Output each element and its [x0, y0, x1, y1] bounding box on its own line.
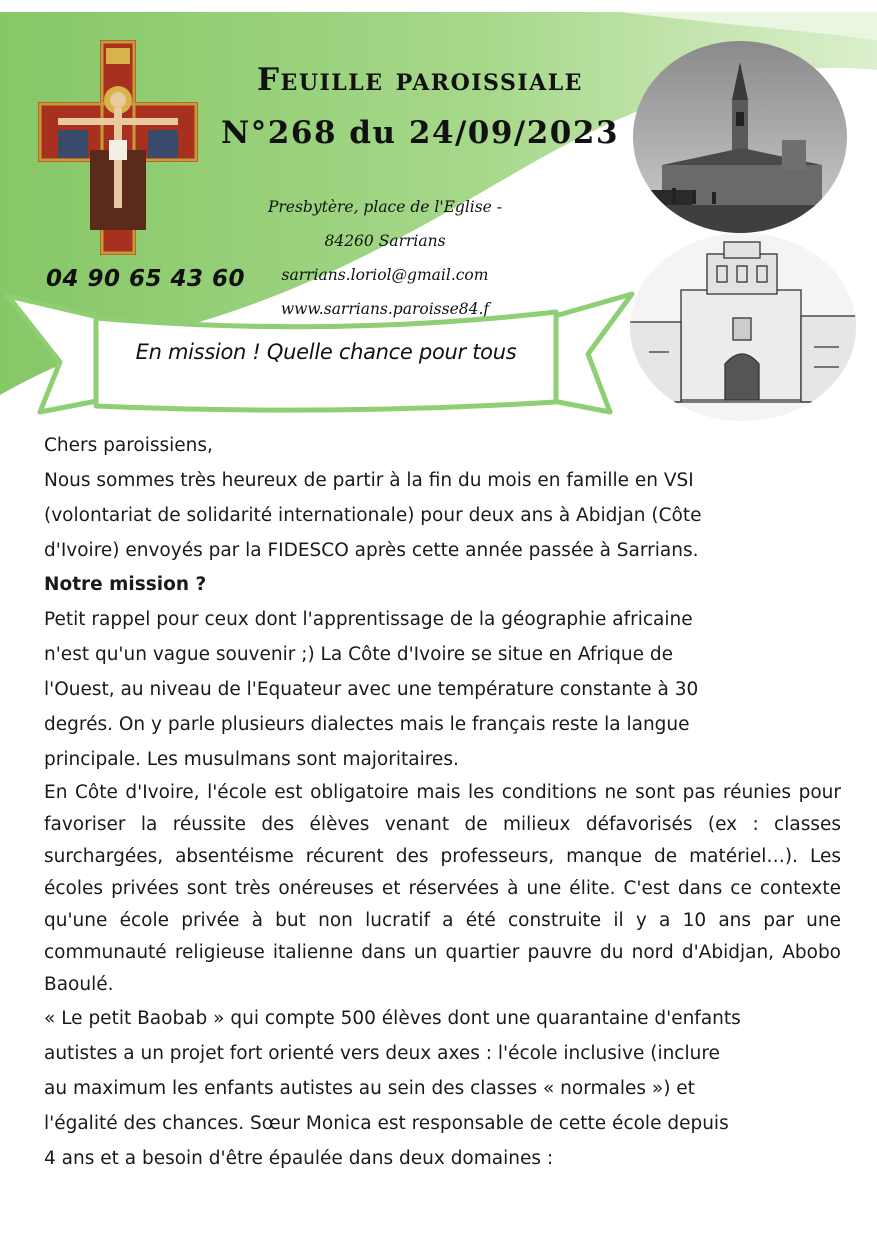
para2-school-context: En Côte d'Ivoire, l'école est obligatoire mais les conditions ne sont pas réunies pour favoriser la réussite des élèves venant de milieux défavorisés (ex : classes surchargées, absentéisme récurent des professeurs, manque de matériel…). Les écoles privées sont très onéreuses et réservées à une élite. C'est dans ce contexte qu'une école privée à but non lucratif a été construite il y a 10 ans par une communauté religieuse italienne dans un quartier pauvre du nord d'Abidjan, Abobo Baoulé. [44, 782, 841, 995]
address-line-street: Presbytère, place de l'Eglise - [267, 198, 503, 216]
para3-line-4: l'égalité des chances. Sœur Monica est responsable de cette école depuis [44, 1113, 729, 1134]
para1-line-4: degrés. On y parle plusieurs dialectes mais le français reste la langue [44, 714, 690, 735]
para3-line-3: au maximum les enfants autistes au sein des classes « normales ») et [44, 1078, 695, 1099]
banner-headline: En mission ! Quelle chance pour tous [135, 340, 517, 364]
intro-line-2: (volontariat de solidarité internationale) pour deux ans à Abidjan (Côte [44, 505, 702, 526]
para1-line-5: principale. Les musulmans sont majoritaires. [44, 749, 459, 770]
greeting: Chers paroissiens, [44, 435, 213, 456]
para1-line-2: n'est qu'un vague souvenir ;) La Côte d'Ivoire se situe en Afrique de [44, 644, 674, 665]
church-photo [632, 40, 848, 234]
section-heading-mission: Notre mission ? [44, 574, 207, 595]
para3-line-1: « Le petit Baobab » qui compte 500 élèves dont une quarantaine d'enfants [44, 1008, 741, 1029]
newsletter-title: Feuille paroissiale [257, 62, 583, 98]
issue-number-date: N°268 du 24/09/2023 [220, 115, 620, 151]
phone-number: 04 90 65 43 60 [46, 266, 246, 292]
para3-line-5: 4 ans et a besoin d'être épaulée dans deux domaines : [44, 1148, 554, 1169]
church-drawing [629, 232, 857, 422]
para1-line-1: Petit rappel pour ceux dont l'apprentissage de la géographie africaine [44, 609, 693, 630]
para1-line-3: l'Ouest, au niveau de l'Equateur avec une température constante à 30 [44, 679, 699, 700]
intro-line-3: d'Ivoire) envoyés par la FIDESCO après cette année passée à Sarrians. [44, 540, 699, 561]
article-body [44, 428, 841, 1176]
website-url: www.sarrians.paroisse84.f [280, 300, 490, 318]
para3-line-2: autistes a un projet fort orienté vers deux axes : l'école inclusive (inclure [44, 1043, 720, 1064]
crucifix-icon [38, 40, 198, 255]
contact-email: sarrians.loriol@gmail.com [281, 266, 489, 284]
intro-line-1: Nous sommes très heureux de partir à la fin du mois en famille en VSI [44, 470, 694, 491]
address-line-city: 84260 Sarrians [324, 232, 446, 250]
